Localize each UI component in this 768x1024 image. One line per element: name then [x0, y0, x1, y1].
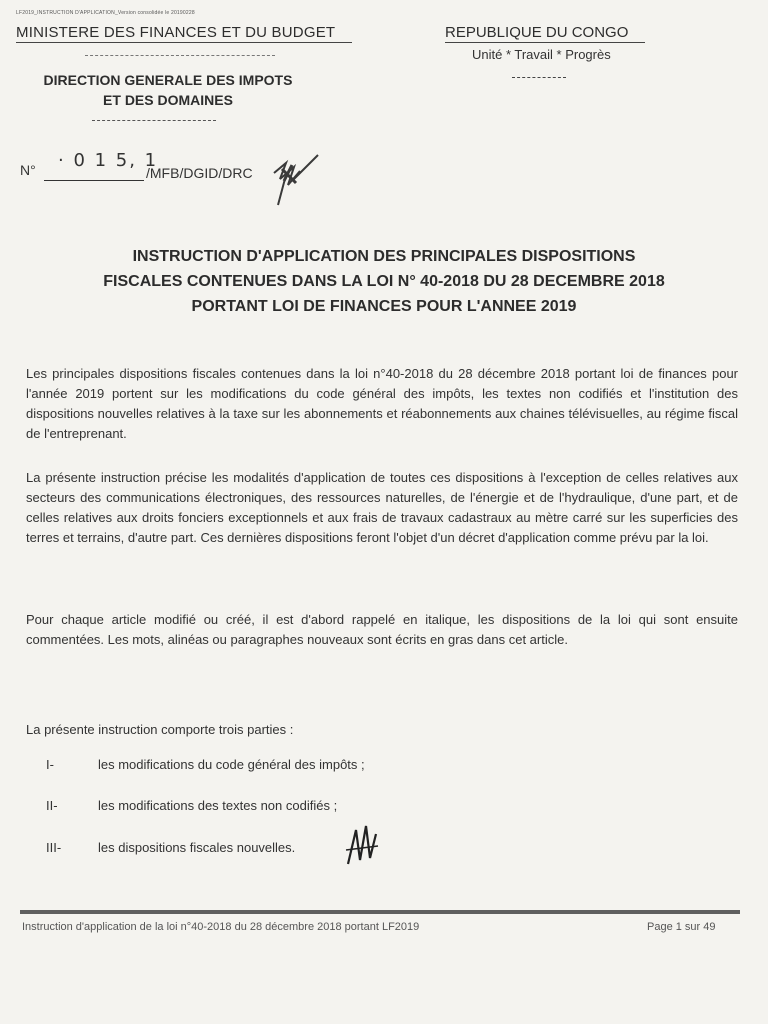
paragraph-2: La présente instruction précise les modalités d'application de toutes ces dispositions à l'exception de celles relatives aux secteurs des communications électroniques, des ressources naturelles, de l'énergie et de l'hydraulique, d'une part, et de celles relatives aux droits fonciers exceptionnels et aux frais de travaux cadastraux au mètre carré sur les superficies des terres et terrains, d'autre part. Ces dernières dispositions feront l'objet d'un décret d'application comme prévu par la loi.: [26, 470, 738, 545]
part-number: III-: [46, 840, 62, 855]
paragraph-3: Pour chaque article modifié ou créé, il est d'abord rappelé en italique, les dispositions de la loi qui sont ensuite commentées. Les mots, alinéas ou paragraphes nouveaux sont écrits en gras dans cet article.: [26, 612, 738, 647]
document-title: [30, 244, 738, 319]
republic-name: REPUBLIQUE DU CONGO: [445, 24, 629, 41]
reference-number: · 0 1 5, 1: [58, 150, 159, 171]
footer-page-number: Page 1 sur 49: [647, 921, 716, 933]
direction-line-2: ET DES DOMAINES: [103, 92, 233, 108]
ministry-underline: [16, 42, 352, 43]
republic-underline: [445, 42, 645, 43]
direction-line-1: DIRECTION GENERALE DES IMPOTS: [43, 72, 293, 88]
part-text: les dispositions fiscales nouvelles.: [98, 840, 296, 855]
reference-line: [44, 180, 144, 181]
national-motto: Unité * Travail * Progrès: [472, 47, 611, 62]
direction-separator: [92, 120, 216, 121]
signature-icon: [342, 820, 382, 870]
direction-block: [28, 70, 308, 110]
motto-separator: [512, 77, 566, 78]
file-header-line: LF2019_INSTRUCTION D'APPLICATION_Version consolidée le 20190228: [16, 10, 195, 16]
part-text: les modifications des textes non codifiés ;: [98, 798, 338, 813]
title-line-1: INSTRUCTION D'APPLICATION DES PRINCIPALES DISPOSITIONS: [132, 248, 636, 265]
ministry-separator: [85, 55, 275, 56]
part-number: I-: [46, 757, 54, 772]
footer-document-reference: Instruction d'application de la loi n°40-2018 du 28 décembre 2018 portant LF2019: [22, 921, 420, 933]
title-line-3: PORTANT LOI DE FINANCES POUR L'ANNEE 2019: [191, 298, 577, 315]
reference-label: N°: [20, 162, 36, 178]
part-text: les modifications du code général des impôts ;: [98, 757, 365, 772]
ministry-name: MINISTERE DES FINANCES ET DU BUDGET: [16, 24, 336, 41]
reference-suffix: /MFB/DGID/DRC: [146, 165, 253, 181]
part-number: II-: [46, 798, 58, 813]
handwritten-mark-icon: [266, 145, 326, 215]
paragraph-1: Les principales dispositions fiscales contenues dans la loi n°40-2018 du 28 décembre 2018 portant loi de finances pour l'année 2019 portent sur les modifications du code général des impôts, les textes non codifiés et l'institution des dispositions nouvelles relatives à la taxe sur les abonnements et réabonnements aux chaines télévisuelles, au régime fiscal de l'entreprenant.: [26, 366, 738, 441]
footer-divider: [20, 910, 740, 914]
parts-intro: La présente instruction comporte trois parties :: [26, 722, 294, 737]
title-line-2: FISCALES CONTENUES DANS LA LOI N° 40-2018 DU 28 DECEMBRE 2018: [103, 273, 665, 290]
